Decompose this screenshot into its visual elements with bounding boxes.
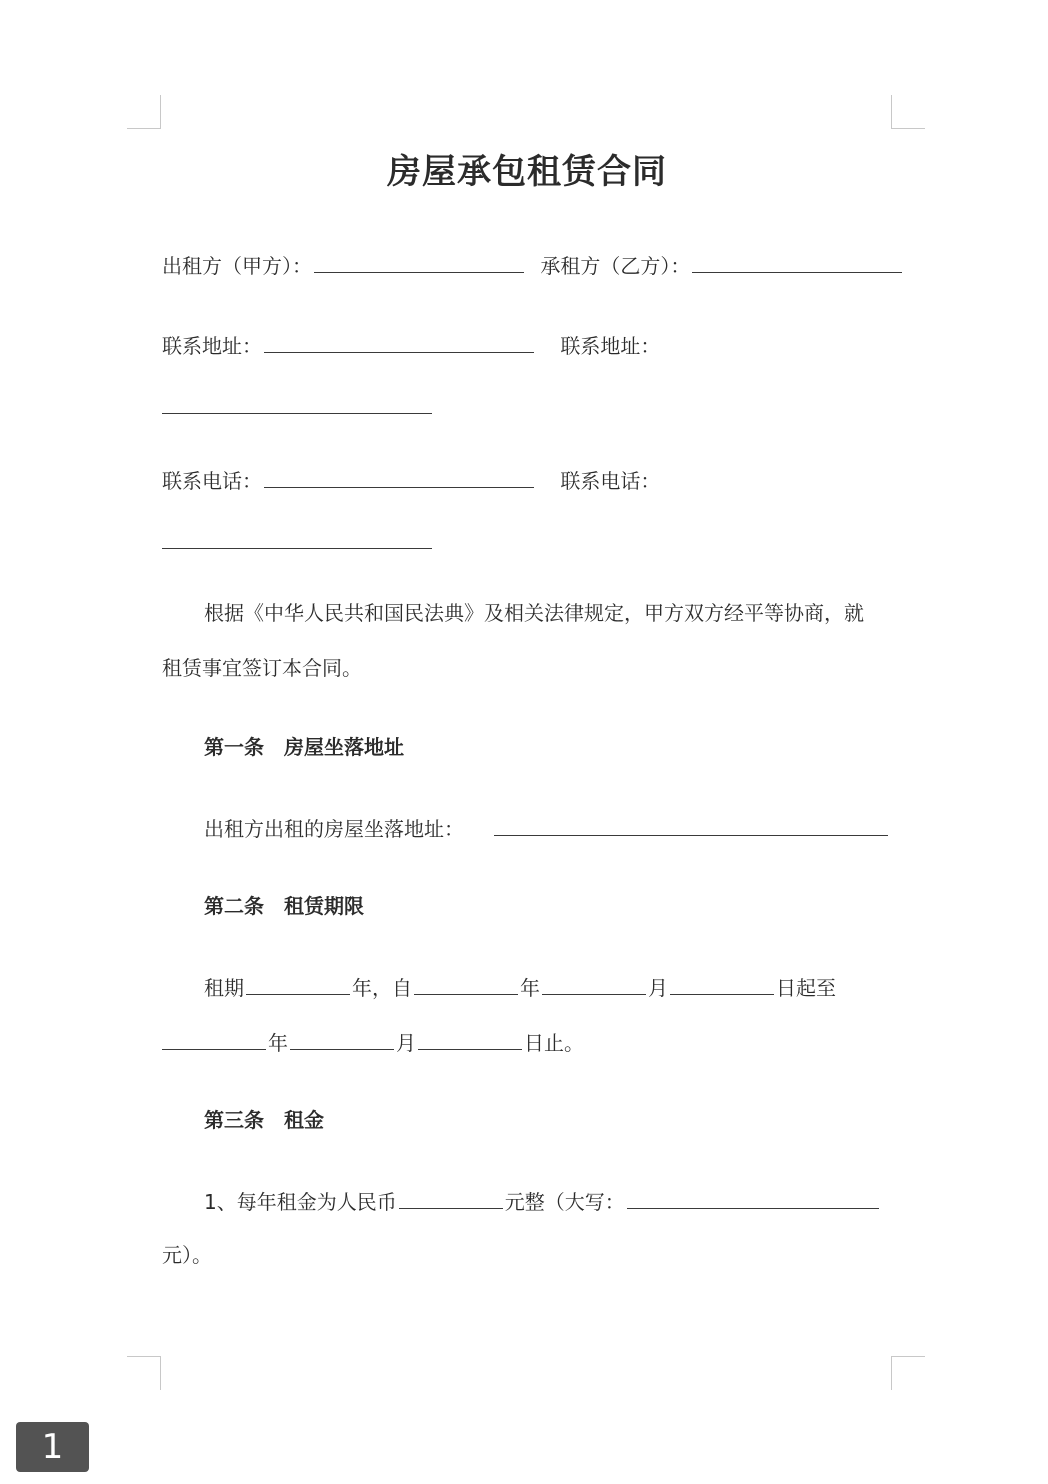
phone-line [162, 462, 892, 496]
lessor-label: 出租方（甲方）： [162, 254, 312, 278]
lessee-blank[interactable] [692, 247, 902, 273]
rent-words-label: 元整（大写： [504, 1190, 625, 1214]
article1-heading: 第一条 房屋坐落地址 [204, 735, 404, 759]
article2-heading: 第二条 租赁期限 [204, 894, 364, 918]
rent-words-blank[interactable] [627, 1183, 879, 1209]
house-address-blank[interactable] [494, 810, 888, 836]
end-year-label: 年 [268, 1031, 288, 1055]
term-years-blank[interactable] [246, 969, 350, 995]
lessee-phone-line [162, 523, 892, 557]
lessee-phone-label: 联系电话： [560, 469, 661, 493]
lessor-phone-blank[interactable] [264, 462, 534, 488]
lessor-blank[interactable] [314, 247, 524, 273]
rent-label: 1、每年租金为人民币 [204, 1190, 397, 1214]
lessee-label: 承租方（乙方）： [540, 254, 691, 278]
page-number-badge[interactable]: 1 [16, 1422, 89, 1472]
end-month-label: 月 [396, 1031, 416, 1055]
article3-line-2: 元）。 [162, 1243, 212, 1267]
lessor-address-label: 联系地址： [162, 334, 262, 358]
parties-line [162, 247, 892, 281]
lessor-address-blank[interactable] [264, 327, 534, 353]
article1-text: 出租方出租的房屋坐落地址： [204, 817, 464, 841]
start-year-blank[interactable] [414, 969, 518, 995]
article1-line [162, 810, 892, 844]
article3-heading: 第三条 租金 [204, 1108, 324, 1132]
address-line [162, 327, 892, 361]
lessee-address-line [162, 388, 892, 422]
intro-line-2: 租赁事宜签订本合同。 [162, 656, 362, 680]
start-day-label: 日起至 [776, 976, 836, 1000]
document-title: 房屋承包租赁合同 [387, 152, 667, 192]
start-day-blank[interactable] [670, 969, 774, 995]
article2-line-1 [162, 969, 892, 1003]
lessee-phone-blank[interactable] [162, 523, 432, 549]
end-year-blank[interactable] [162, 1024, 266, 1050]
end-day-blank[interactable] [418, 1024, 522, 1050]
end-month-blank[interactable] [290, 1024, 394, 1050]
term-label: 租期 [204, 976, 244, 1000]
article2-line-2 [162, 1024, 892, 1058]
rent-amount-blank[interactable] [399, 1183, 503, 1209]
lessor-phone-label: 联系电话： [162, 469, 262, 493]
crop-mark-bottom-right [891, 1356, 925, 1390]
year-from-label: 年，自 [352, 976, 412, 1000]
start-year-label: 年 [520, 976, 540, 1000]
end-day-label: 日止。 [524, 1031, 584, 1055]
crop-mark-bottom-left [127, 1356, 161, 1390]
start-month-label: 月 [648, 976, 668, 1000]
intro-line-1: 根据《中华人民共和国民法典》及相关法律规定，甲方双方经平等协商，就 [204, 601, 864, 625]
start-month-blank[interactable] [542, 969, 646, 995]
crop-mark-top-right [891, 95, 925, 129]
article3-line-1 [162, 1183, 892, 1217]
crop-mark-top-left [127, 95, 161, 129]
lessee-address-label: 联系地址： [560, 334, 661, 358]
lessee-address-blank[interactable] [162, 388, 432, 414]
